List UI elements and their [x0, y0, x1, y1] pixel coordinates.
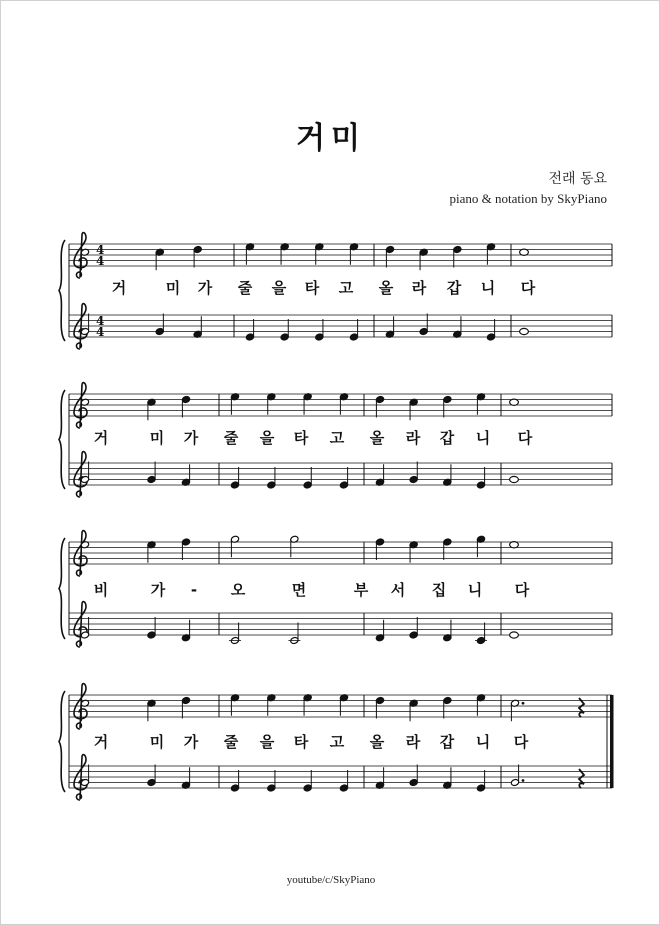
system-3-lyric-syllable: 부 — [353, 581, 369, 599]
system-2-lyric-syllable: 라 — [405, 429, 421, 447]
system-2-lyric-syllable: 고 — [329, 429, 345, 447]
system-1-lyric-syllable: 줄 — [237, 279, 253, 297]
system-2-lyric-syllable: 타 — [293, 429, 309, 447]
system-3-lyric-syllable: 면 — [291, 581, 307, 599]
system-4-lyric-syllable: 다 — [513, 733, 529, 751]
footer-url: youtube/c/SkyPiano — [286, 874, 376, 886]
score-notation — [1, 1, 660, 925]
system-2-lyric-syllable: 미 — [149, 429, 165, 447]
system-1-lyric-syllable: 올 — [378, 279, 394, 297]
system-2-treble-m4-note1-notehead — [510, 399, 519, 405]
system-2-lyric-syllable: 니 — [475, 429, 491, 447]
system-1-treble-time-denominator: 4 — [96, 254, 105, 268]
system-1-lyric-syllable: 라 — [411, 279, 427, 297]
system-4-lyric-syllable: 타 — [293, 733, 309, 751]
system-1-lyric-syllable: 니 — [480, 279, 496, 297]
system-1-brace — [59, 240, 65, 341]
system-4-lyric-syllable: 을 — [259, 733, 275, 751]
system-3-treble-m4-note1-notehead — [510, 542, 519, 548]
system-2-lyric-syllable: 올 — [369, 429, 385, 447]
system-4-lyric-syllable: 거 — [93, 733, 109, 751]
system-3-lyric-syllable: 다 — [514, 581, 530, 599]
system-4-lyric-syllable: 가 — [183, 733, 199, 751]
system-1-lyric-syllable: 거 — [111, 279, 127, 297]
system-4-lower-m4-note1-dot — [522, 779, 525, 782]
page-title: 거미 — [296, 121, 366, 156]
system-2-brace — [59, 390, 65, 489]
system-1-lyric-syllable: 타 — [304, 279, 320, 297]
system-4-brace — [59, 691, 65, 792]
system-3-lower-m4-note1-notehead — [510, 632, 519, 638]
system-3-lyric-syllable: 가 — [150, 581, 166, 599]
system-3-lyric-syllable: 니 — [467, 581, 483, 599]
system-4-lyric-syllable: 고 — [329, 733, 345, 751]
system-1-lyric-syllable: 을 — [271, 279, 287, 297]
system-1-lyric-syllable: 가 — [197, 279, 213, 297]
system-3-brace — [59, 538, 65, 639]
arranger-credit: piano & notation by SkyPiano — [449, 191, 607, 206]
system-4-final-thick-barline — [610, 695, 614, 788]
system-1-lower-time-denominator: 4 — [96, 325, 105, 339]
system-1-lyric-syllable: 갑 — [446, 279, 462, 297]
system-4-lyric-syllable: 줄 — [223, 733, 239, 751]
system-1-lyric-syllable: 미 — [165, 279, 181, 297]
system-4-lyric-syllable: 갑 — [439, 733, 455, 751]
system-4-treble-m4-note1-dot — [522, 702, 525, 705]
system-4-lyric-syllable: 라 — [405, 733, 421, 751]
system-2-lyric-syllable: 가 — [183, 429, 199, 447]
system-3-lyric-syllable: 서 — [390, 581, 406, 599]
system-4-lyric-syllable: 니 — [475, 733, 491, 751]
composer-credit: 전래 동요 — [548, 171, 607, 187]
system-3-lyric-syllable: 비 — [93, 581, 109, 599]
system-2-lyric-syllable: 을 — [259, 429, 275, 447]
system-3-lyric-syllable: 오 — [230, 581, 246, 599]
system-1-lyric-syllable: 다 — [520, 279, 536, 297]
system-2-lyric-syllable: 거 — [93, 429, 109, 447]
system-4-lyric-syllable: 미 — [149, 733, 165, 751]
system-1-lower-time-numerator: 4 — [96, 314, 105, 328]
system-2-lyric-syllable: 줄 — [223, 429, 239, 447]
system-1-lower-m4-note1-notehead — [520, 328, 529, 334]
system-4-lyric-syllable: 올 — [369, 733, 385, 751]
system-1-lyric-syllable: 고 — [338, 279, 354, 297]
system-2-lyric-syllable: 갑 — [439, 429, 455, 447]
system-3-lyric-syllable: - — [190, 581, 198, 599]
system-2-lyric-syllable: 다 — [517, 429, 533, 447]
system-1-treble-m4-note1-notehead — [520, 249, 529, 255]
system-2-lower-m4-note1-notehead — [510, 476, 519, 482]
system-3-lyric-syllable: 집 — [431, 581, 447, 599]
system-1-treble-time-numerator: 4 — [96, 243, 105, 257]
